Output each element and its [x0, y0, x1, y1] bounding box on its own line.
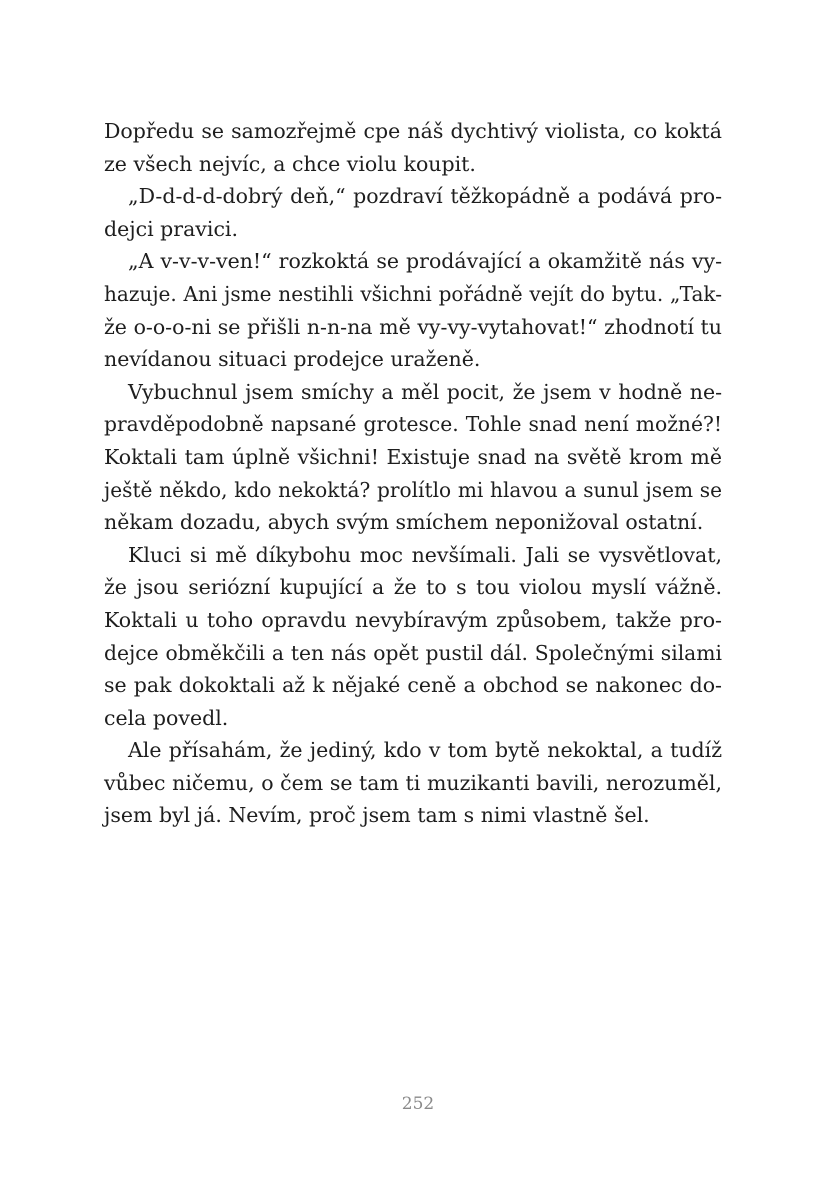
text-line: Dopředu se samozřejmě cpe náš dychtivý violista, co koktá [104, 119, 722, 143]
text-line: „D-d-d-d-dobrý deň,“ pozdraví těžkopádně a podává pro- [128, 184, 722, 209]
text-line: Koktali u toho opravdu nevybíravým způsobem, takže pro- [104, 607, 722, 632]
text-line: „A v-v-v-ven!“ rozkoktá se prodávající a okamžitě nás vy- [128, 249, 722, 274]
paragraph [104, 734, 722, 832]
text-line: Kluci si mě díkybohu moc nevšímali. Jali se vysvětlovat, [128, 542, 722, 567]
page-number: 252 [401, 1094, 435, 1114]
paragraph [104, 180, 722, 245]
text-line: ještě někdo, kdo nekoktá? prolítlo mi hlavou a sunul jsem se [104, 477, 722, 502]
text-line: dejce obměkčili a ten nás opět pustil dál. Společnými silami [104, 640, 722, 665]
paragraph [104, 115, 722, 180]
text-line: dejci pravici. [104, 216, 239, 241]
paragraph [104, 376, 722, 539]
text-line: Koktali tam úplně všichni! Existuje snad na světě krom mě [104, 444, 722, 469]
text-line: jsem byl já. Nevím, proč jsem tam s nimi vlastně šel. [104, 803, 650, 828]
body-text [104, 115, 722, 832]
text-line: nevídanou situaci prodejce uraženě. [104, 347, 481, 372]
text-line: Vybuchnul jsem smíchy a měl pocit, že jsem v hodně ne- [128, 379, 722, 404]
text-line: vůbec ničemu, o čem se tam ti muzikanti bavili, nerozuměl, [104, 770, 722, 795]
text-line: Ale přísahám, že jediný, kdo v tom bytě nekoktal, a tudíž [128, 738, 722, 763]
text-line: někam dozadu, abych svým smíchem neponižoval ostatní. [104, 510, 704, 535]
text-line: pravděpodobně napsané grotesce. Tohle snad není možné?! [104, 412, 722, 437]
text-line: že jsou seriózní kupující a že to s tou violou myslí vážně. [104, 575, 722, 600]
text-line: ze všech nejvíc, a chce violu koupit. [104, 151, 476, 176]
text-line: že o-o-o-ni se přišli n-n-na mě vy-vy-vytahovat!“ zhodnotí tu [104, 314, 722, 339]
paragraph [104, 245, 722, 375]
text-line: se pak dokoktali až k nějaké ceně a obchod se nakonec do- [104, 673, 722, 698]
paragraph [104, 539, 722, 735]
text-line: hazuje. Ani jsme nestihli všichni pořádně vejít do bytu. „Tak- [104, 281, 722, 306]
text-line: cela povedl. [104, 705, 229, 730]
